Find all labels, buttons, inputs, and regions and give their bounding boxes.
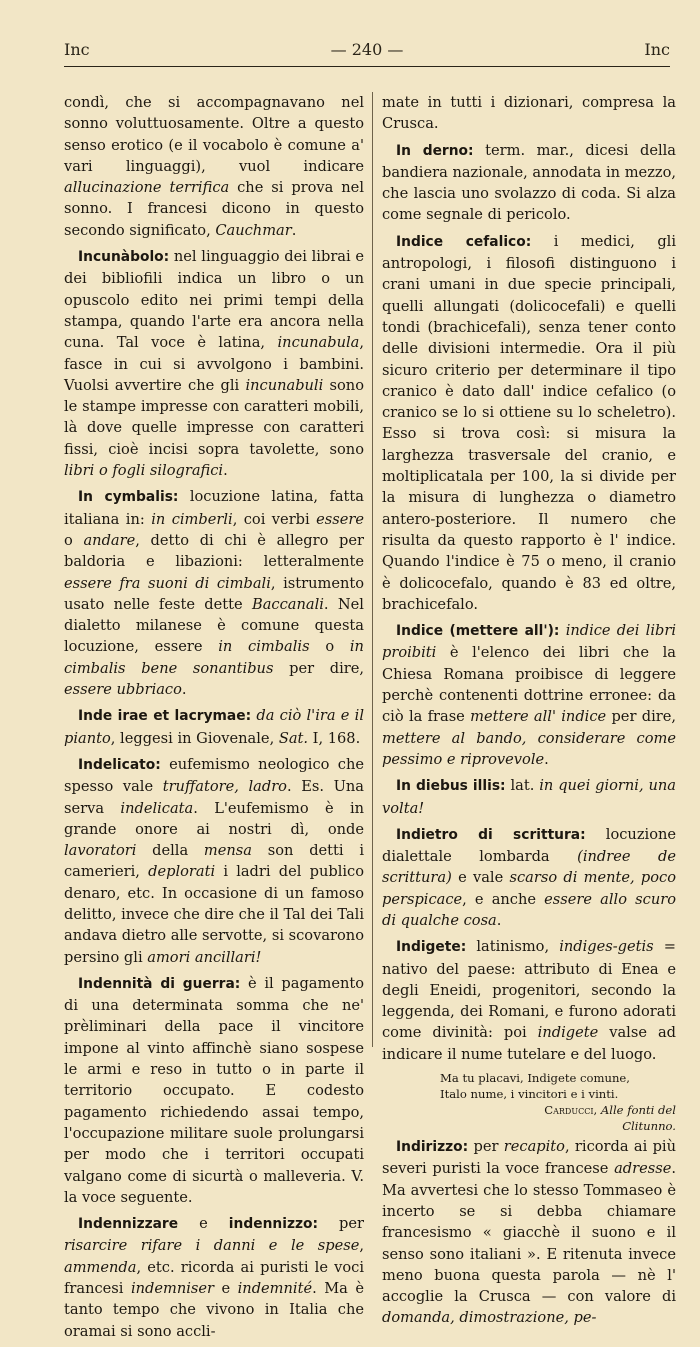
italic-term: Sat. <box>278 729 309 747</box>
italic-term: in cimbalis <box>218 638 310 656</box>
entry-text: i ladri del publico denaro, etc. In occasione di un famoso delitto, invece che dire che il Tal dei Tali andava dietro alle servotte, si scovarono persino gli <box>64 863 364 966</box>
entry-headword: In derno: <box>396 142 474 159</box>
dictionary-entry <box>64 754 364 968</box>
italic-term: indemniser <box>130 1280 214 1298</box>
entry-text: , fasce in cui si avvolgono i bambini. Vuolsi avvertire che gli <box>64 334 364 394</box>
italic-term: mettere all' indice <box>470 708 607 726</box>
entry-headword: Indice (mettere all'): <box>396 623 560 640</box>
italic-term: Baccanali <box>252 595 324 613</box>
header-right: Inc <box>644 40 670 59</box>
dictionary-entry <box>382 140 676 226</box>
dictionary-entry <box>64 705 364 749</box>
continued-text <box>64 92 364 241</box>
entry-text: per <box>318 1215 364 1233</box>
dictionary-entry <box>382 775 676 819</box>
italic-term: (indree de scrittura) <box>382 848 676 887</box>
entry-text: e <box>178 1215 229 1233</box>
quote-line: Italo nume, i vincitori e i vinti. <box>440 1087 619 1102</box>
entry-text: eufemismo neologico che spesso vale <box>64 755 364 796</box>
entry-text: son detti i camerieri, <box>64 842 364 881</box>
entry-text: , e anche <box>462 890 545 908</box>
dictionary-entry <box>382 936 676 1065</box>
entry-text: . Ma avvertesi che lo stesso Tommaseo è incerto se si debba chiamare francesismo « giacchè il suono e il senso sono italiani ». E ritenuta invece meno buona questa parola — nè l' accoglie la Crusca — con valore di <box>382 1160 676 1306</box>
entry-text: . Nel dialetto milanese è comune questa locuzione, essere <box>64 595 364 656</box>
italic-term: da ciò l'ira e il pianto <box>64 707 364 747</box>
italic-term: in quei giorni, una volta! <box>382 777 676 817</box>
italic-term: mensa <box>203 842 252 860</box>
entry-text: term. mar., dicesi della bandiera nazionale, annodata in mezzo, che lascia uno svolazzo di coda. Si alza come segnale di pericolo. <box>382 141 676 224</box>
entry-text: valse ad indicare il nume tutelare e del luogo. <box>382 1024 676 1063</box>
entry-text: per dire, <box>273 659 364 677</box>
entry-text: locuzione dialettale lombarda <box>382 825 677 866</box>
quote-work: Alle fonti del Clitunno. <box>600 1103 676 1134</box>
quote-line: Ma tu placavi, Indigete comune, <box>440 1071 630 1086</box>
entry-headword: Indennizzare <box>78 1216 179 1233</box>
entry-text: sono le stampe impresse con caratteri mobili, là dove quelle impresse con caratteri fissi, cioè incisi sopra tavolette, sono <box>64 376 364 458</box>
italic-term: libri o fogli silografici <box>64 462 224 480</box>
italic-term: incunabuli <box>245 376 324 394</box>
entry-text: della <box>136 842 204 860</box>
entry-text: è l'elenco dei libri che la Chiesa Romana proibisce di leggere perchè contenenti dottrine erronee: da ciò la frase <box>382 644 676 726</box>
italic-term: essere fra suoni di cimbali <box>64 574 271 592</box>
italic-term: essere ubbriaco <box>64 681 182 699</box>
entry-headword: In cymbalis: <box>78 489 179 506</box>
entry-text: . <box>544 750 549 768</box>
entry-text: latinismo, <box>466 938 560 956</box>
entry-text: per dire, <box>606 708 676 726</box>
italic-term: Cauchmar <box>215 221 292 239</box>
entry-text: , istrumento usato nelle feste dette <box>64 574 365 613</box>
left-column <box>64 92 364 1347</box>
entry-text: per <box>468 1138 504 1156</box>
entry-text: è il pagamento di una determinata somma che ne' prèliminari della pace il vincitore impone al vinto affinchè siano sospese le armi e reso in tutto o in parte il territorio occupato. E codesto pagamento richiedendo assai tempo, l'occupazione militare suole prolungarsi per modo che i territori occupati valgano come di sicurtà o malleveria. V. la voce seguente. <box>64 974 365 1206</box>
italic-term: indice dei libri proibiti <box>382 622 676 662</box>
dictionary-entry <box>382 824 676 931</box>
entry-headword: Indelicato: <box>78 756 161 773</box>
italic-term: truffatore, ladro <box>162 778 287 796</box>
entry-text: , coi verbi <box>232 510 317 528</box>
entry-text: . <box>181 681 187 699</box>
entry-text: condì, che si accompagnavano nel sonno voluttuosamente. Oltre a questo senso erotico (e il vocabolo è comune a' vari linguaggi), vuol indicare <box>64 94 364 175</box>
entry-text: lat. <box>505 777 540 795</box>
page-number: — 240 — <box>330 40 404 59</box>
entry-headword: Indirizzo: <box>396 1139 469 1156</box>
entry-text: e vale <box>451 869 510 887</box>
italic-term: deplorati <box>148 863 216 881</box>
italic-term: essere allo scuro di qualche cosa <box>382 890 676 929</box>
entry-text: . <box>291 221 297 239</box>
header-left: Inc <box>64 40 90 59</box>
entry-text: e <box>214 1280 238 1298</box>
italic-term: ammenda <box>64 1258 137 1276</box>
entry-text: nel linguaggio dei librai e dei bibliofili indica un libro o un opuscolo edito nei primi tempi della stampa, quando l'arte era ancora nella cuna. Tal voce è latina, <box>64 248 364 352</box>
running-header <box>64 40 670 66</box>
entry-text: , <box>359 1237 364 1255</box>
italic-term: indelicata <box>120 799 194 817</box>
column-divider <box>372 92 373 1047</box>
verse-quotation <box>382 1070 676 1134</box>
italic-term: in cimberli <box>151 510 233 528</box>
entry-text: . <box>223 462 228 480</box>
italic-term: indigete <box>537 1024 599 1042</box>
italic-term: indiges-getis <box>559 938 654 956</box>
dictionary-entry <box>382 231 676 615</box>
entry-text: . Es. Una serva <box>64 778 364 817</box>
dictionary-entry <box>64 1213 364 1342</box>
entry-text: o <box>64 531 84 549</box>
entry-headword: Indietro di scrittura: <box>396 826 586 843</box>
entry-text: che si prova nel sonno. I francesi dicono in questo secondo significato, <box>64 179 364 239</box>
entry-headword: In diebus illis: <box>396 778 506 795</box>
quote-source <box>440 1102 676 1134</box>
entry-text: I, 168. <box>308 729 361 747</box>
entry-text: . <box>496 911 502 929</box>
entry-headword: Inde irae et lacrymae: <box>78 708 252 725</box>
entry-headword: indennizzo: <box>228 1216 319 1233</box>
entry-headword: Indennità di guerra: <box>78 975 241 992</box>
entry-text: mate in tutti i dizionari, compresa la Crusca. <box>382 94 676 133</box>
italic-term: amori ancillari! <box>147 948 262 966</box>
quote-author: Carducci, <box>544 1103 598 1118</box>
dictionary-entry <box>382 620 676 770</box>
entry-text: i medici, gli antropologi, i filosofi distinguono i crani umani in due specie principali, quelli allungati (dolicocefali) e quelli tondi (brachicefali), senza tener conto delle divisioni intermedie. Ora il più sicuro criterio per determinare il tipo cranico è dato dall' indice cefalico (o cranico se lo si ottiene su lo scheletro). Esso si trova così: si misura la larghezza trasversale del cranio, e moltiplicatala per 100, la si divide per la misura di lunghezza o diametro antero-posteriore. Il numero che risulta da questo rapporto è l' indice. Quando l'indice è 75 o meno, il cranio è dolicocefalo, quando è 83 ed oltre, brachicefalo. <box>382 232 676 613</box>
entry-text: , leggesi in Giovenale, <box>110 729 279 747</box>
entry-text: , etc. ricorda ai puristi le voci francesi <box>64 1258 364 1298</box>
entry-text: . Ma è tanto tempo che vivono in Italia che oramai si sono accli- <box>64 1280 364 1340</box>
italic-term: scarso di mente, poco perspicace <box>382 869 676 908</box>
entry-headword: Indigete: <box>396 939 467 956</box>
entry-text: o <box>309 638 350 656</box>
entry-text: . L'eufemismo è in grande onore ai nostri dì, onde <box>64 799 365 838</box>
italic-term: domanda, dimostrazione, pe- <box>382 1309 597 1327</box>
entry-text: , detto di chi è allegro per baldoria e libazioni: letteralmente <box>64 531 364 571</box>
dictionary-entry <box>64 246 364 481</box>
dictionary-entry <box>382 1136 676 1329</box>
italic-term: recapito <box>503 1138 565 1156</box>
right-column <box>382 92 676 1334</box>
italic-term: andare <box>83 531 136 549</box>
dictionary-entry <box>64 486 364 700</box>
italic-term: essere <box>316 510 364 528</box>
italic-term: allucinazione terrifica <box>64 179 230 197</box>
italic-term: risarcire rifare i danni e le spese <box>64 1237 360 1255</box>
italic-term: in cimbalis bene sonantibus <box>64 638 364 677</box>
italic-term: lavoratori <box>64 842 137 860</box>
entry-headword: Indice cefalico: <box>396 233 532 250</box>
entry-text: = nativo del paese: attributo di Enea e degli Eneidi, progenitori, secondo la leggenda, dei Romani, e furono adorati come divinità: poi <box>382 938 676 1042</box>
italic-term: mettere al bando, considerare come pessimo e riprovevole <box>382 729 676 768</box>
italic-term: incunabula <box>277 334 360 352</box>
entry-text: locuzione latina, fatta italiana in: <box>64 488 364 528</box>
entry-text: , ricorda ai più severi puristi la voce francese <box>382 1138 676 1178</box>
italic-term: indemnité <box>237 1280 313 1298</box>
italic-term: adresse <box>614 1160 672 1178</box>
entry-headword: Incunàbolo: <box>78 249 170 266</box>
continued-text <box>382 92 676 135</box>
header-rule <box>64 66 670 67</box>
